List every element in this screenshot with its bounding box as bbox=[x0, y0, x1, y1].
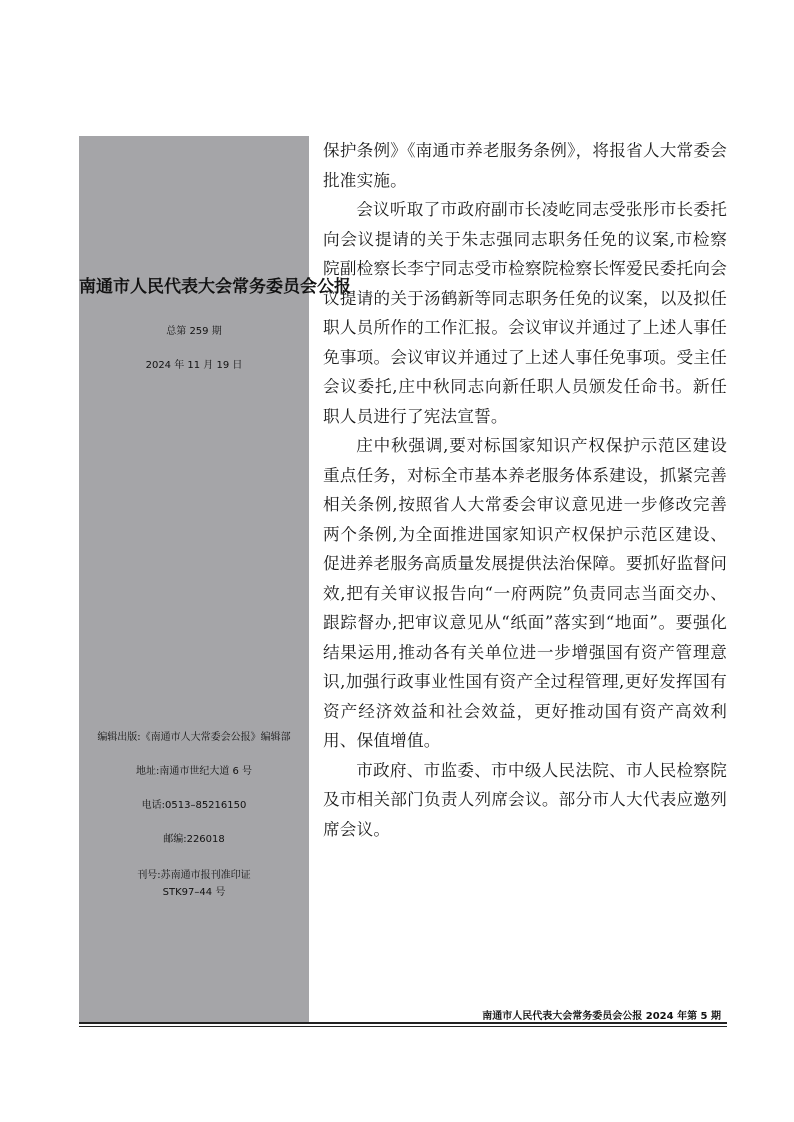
permit-info-line2: STK97–44 号 bbox=[162, 887, 226, 898]
gazette-title: 南通市人民代表大会常务委员会公报 bbox=[79, 277, 351, 297]
paragraph-3: 庄中秋强调,要对标国家知识产权保护示范区建设重点任务，对标全市基本养老服务体系建设，抓紧完善相关条例,按照省人大常委会审议意见进一步修改完善两个条例,为全面推进国家知识产权保护示范区建设、促进养老服务高质量发展提供法治保障。要抓好监督问效,把有关审议报告向“一府两院”负责同志当面交办、跟踪督办,把审议意见从“纸面”落实到“地面”。要强化结果运用,推动各有关单位进一步增强国有资产管理意识,加强行政事业性国有资产全过程管理,更好发挥国有资产经济效益和社会效益，更好推动国有资产高效利用、保值增值。 bbox=[323, 436, 727, 750]
postcode-info: 邮编:226018 bbox=[163, 834, 225, 845]
footer-issue-label: 南通市人民代表大会常务委员会公报 2024 年第 5 期 bbox=[482, 1011, 721, 1022]
paragraph-4: 市政府、市监委、市中级人民法院、市人民检察院及市相关部门负责人列席会议。部分市人大代表应邀列席会议。 bbox=[323, 760, 727, 839]
paragraph-2: 会议听取了市政府副市长凌屹同志受张彤市长委托向会议提请的关于朱志强同志职务任免的议案,市检察院副检察长李宁同志受市检察院检察长恽爱民委托向会议提请的关于汤鹤新等同志职务任免的议案，以及拟任职人员所作的工作汇报。会议审议并通过了上述人事任免事项。会议审议并通过了上述人事任免事项。受主任会议委托,庄中秋同志向新任职人员颁发任命书。新任职人员进行了宪法宣誓。 bbox=[323, 200, 727, 426]
address-info: 地址:南通市世纪大道 6 号 bbox=[135, 766, 253, 777]
footer-rule-thin bbox=[79, 1026, 727, 1027]
article-body bbox=[323, 136, 727, 844]
editor-info: 编辑出版:《南通市人大常委会公报》编辑部 bbox=[97, 732, 291, 743]
permit-info-line1: 刊号:苏南通市报刊准印证 bbox=[137, 870, 251, 881]
issue-date: 2024 年 11 月 19 日 bbox=[145, 360, 243, 371]
paragraph-1: 保护条例》《南通市养老服务条例》，将报省人大常委会批准实施。 bbox=[323, 141, 727, 190]
footer-rule bbox=[79, 1022, 727, 1024]
issue-total: 总第 259 期 bbox=[166, 326, 222, 337]
sidebar-panel bbox=[79, 136, 351, 1022]
phone-info: 电话:0513–85216150 bbox=[141, 800, 247, 811]
